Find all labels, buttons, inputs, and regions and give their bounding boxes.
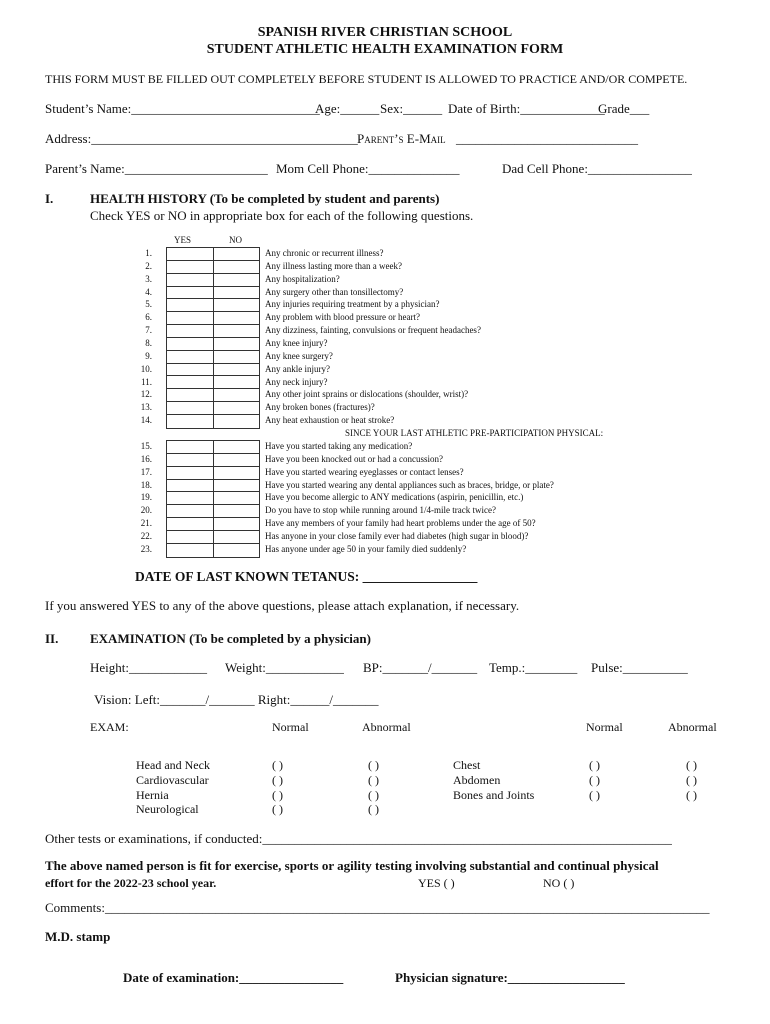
question-text: Any dizziness, fainting, convulsions or frequent headaches? <box>265 325 481 336</box>
blood-pressure-field[interactable]: BP:_______/_______ <box>363 660 478 675</box>
yes-checkbox[interactable] <box>167 518 213 531</box>
temperature-field[interactable]: Temp.:________ <box>489 660 578 675</box>
no-checkbox[interactable] <box>214 338 259 351</box>
exam-item-label: Head and Neck <box>136 758 210 772</box>
no-checkbox-column-b[interactable] <box>213 440 260 558</box>
question-number: 8. <box>145 337 152 348</box>
yes-checkbox[interactable] <box>167 505 213 518</box>
no-checkbox[interactable] <box>214 544 259 557</box>
yes-checkbox[interactable] <box>167 287 213 300</box>
normal-checkbox[interactable]: ( ) <box>272 772 283 787</box>
question-text: Have you started wearing any dental appliances such as braces, bridge, or plate? <box>265 479 554 490</box>
yes-checkbox-column-a[interactable] <box>166 247 214 429</box>
question-number: 22. <box>140 530 152 541</box>
no-checkbox[interactable] <box>214 415 259 428</box>
yes-checkbox[interactable] <box>167 389 213 402</box>
student-name-field[interactable]: Student’s Name:_____________________________ <box>45 101 320 116</box>
fit-no-option[interactable]: NO ( ) <box>543 876 575 890</box>
abnormal-checkbox[interactable]: ( ) <box>686 758 697 772</box>
question-number: 17. <box>140 466 152 477</box>
abnormal-checkbox[interactable]: ( ) <box>686 772 697 787</box>
yes-checkbox[interactable] <box>167 351 213 364</box>
fitness-statement-line2: effort for the 2022-23 school year. <box>45 876 217 890</box>
no-checkbox[interactable] <box>214 505 259 518</box>
question-number: 3. <box>145 273 152 284</box>
question-number: 2. <box>145 260 152 271</box>
no-checkbox[interactable] <box>214 261 259 274</box>
question-number: 15. <box>140 441 152 451</box>
yes-checkbox[interactable] <box>167 415 213 428</box>
yes-checkbox[interactable] <box>167 325 213 338</box>
yes-checkbox[interactable] <box>167 338 213 351</box>
no-checkbox[interactable] <box>214 492 259 505</box>
no-checkbox[interactable] <box>214 364 259 377</box>
fit-yes-option[interactable]: YES ( ) <box>418 876 455 890</box>
yes-checkbox[interactable] <box>167 312 213 325</box>
section-1-instruction: Check YES or NO in appropriate box for each of the following questions. <box>90 208 474 223</box>
no-checkbox[interactable] <box>214 402 259 415</box>
address-field[interactable]: Address:_________________________________________ <box>45 131 358 146</box>
weight-field[interactable]: Weight:____________ <box>225 660 344 675</box>
section-1-numeral: I. <box>45 191 54 206</box>
yes-checkbox[interactable] <box>167 402 213 415</box>
normal-header-left: Normal <box>272 720 309 734</box>
abnormal-header-left: Abnormal <box>362 720 411 734</box>
sex-field[interactable]: Sex:______ <box>380 101 443 116</box>
no-checkbox[interactable] <box>214 389 259 402</box>
question-text: Any neck injury? <box>265 376 328 387</box>
abnormal-header-right: Abnormal <box>668 720 717 734</box>
question-text: Has anyone in your close family ever had diabetes (high sugar in blood)? <box>265 530 529 541</box>
form-title: STUDENT ATHLETIC HEALTH EXAMINATION FORM <box>206 42 564 57</box>
exam-item-label: Abdomen <box>453 772 501 787</box>
question-number: 19. <box>140 492 152 503</box>
question-text: Has anyone under age 50 in your family died suddenly? <box>265 543 467 554</box>
tetanus-date-field[interactable]: DATE OF LAST KNOWN TETANUS: _________________ <box>135 569 478 584</box>
physician-signature-field[interactable]: Physician signature:__________________ <box>395 970 625 985</box>
exam-item-label: Hernia <box>136 787 169 802</box>
abnormal-checkbox[interactable]: ( ) <box>368 802 379 817</box>
parent-email-label: Parent’s E-Mail <box>357 131 446 146</box>
question-text: Do you have to stop while running around 1/4-mile track twice? <box>265 505 496 516</box>
question-number: 11. <box>141 376 152 387</box>
no-checkbox-column-a[interactable] <box>213 247 260 429</box>
question-text: Any chronic or recurrent illness? <box>265 248 384 258</box>
question-text: Any other joint sprains or dislocations (shoulder, wrist)? <box>265 389 469 400</box>
question-text: Have you become allergic to ANY medications (aspirin, penicillin, etc.) <box>265 492 524 503</box>
exam-item-label: Neurological <box>136 802 199 817</box>
section-1-heading: HEALTH HISTORY (To be completed by student and parents) <box>90 191 440 206</box>
exam-label: EXAM: <box>90 720 129 734</box>
abnormal-checkbox[interactable]: ( ) <box>368 772 379 787</box>
yes-checkbox[interactable] <box>167 544 213 557</box>
school-name: SPANISH RIVER CHRISTIAN SCHOOL <box>257 25 513 40</box>
question-text: Any surgery other than tonsillectomy? <box>265 286 404 297</box>
question-text: Have you started wearing eyeglasses or contact lenses? <box>265 466 464 477</box>
no-checkbox[interactable] <box>214 248 259 261</box>
normal-checkbox[interactable]: ( ) <box>272 758 283 772</box>
normal-checkbox[interactable]: ( ) <box>589 772 600 787</box>
question-number: 4. <box>145 286 152 297</box>
yes-checkbox[interactable] <box>167 531 213 544</box>
question-number: 21. <box>140 518 152 529</box>
no-checkbox[interactable] <box>214 454 259 467</box>
question-text: Any ankle injury? <box>265 363 330 374</box>
question-text: Have any members of your family had heart problems under the age of 50? <box>265 518 536 529</box>
question-number: 6. <box>145 312 152 323</box>
other-tests-field[interactable]: Other tests or examinations, if conducted:_______________________________________________________________ <box>45 831 672 846</box>
question-text: Have you been knocked out or had a concussion? <box>265 453 443 464</box>
parent-name-field[interactable]: Parent’s Name:______________________ <box>45 161 268 176</box>
question-text: Any injuries requiring treatment by a physician? <box>265 299 440 310</box>
question-text: Any problem with blood pressure or heart? <box>265 312 420 323</box>
normal-checkbox[interactable]: ( ) <box>589 758 600 772</box>
vision-field[interactable]: Vision: Left:_______/_______ Right:______/_______ <box>94 692 379 707</box>
question-number: 10. <box>140 363 152 374</box>
question-number: 5. <box>145 299 152 310</box>
exam-item-label: Bones and Joints <box>453 787 535 802</box>
md-stamp-label: M.D. stamp <box>45 929 111 944</box>
exam-item-label: Cardiovascular <box>136 772 209 787</box>
mom-cell-field[interactable]: Mom Cell Phone:______________ <box>276 161 460 176</box>
question-number: 16. <box>140 453 152 464</box>
question-text: Any knee surgery? <box>265 350 333 361</box>
no-checkbox[interactable] <box>214 299 259 312</box>
height-field[interactable]: Height:____________ <box>90 660 207 675</box>
no-checkbox[interactable] <box>214 325 259 338</box>
no-checkbox[interactable] <box>214 287 259 300</box>
yes-checkbox[interactable] <box>167 274 213 287</box>
normal-checkbox[interactable]: ( ) <box>272 787 283 802</box>
exam-date-field[interactable]: Date of examination:________________ <box>123 970 344 985</box>
question-text: Any broken bones (fractures)? <box>265 402 375 413</box>
question-text: Have you started taking any medication? <box>265 441 413 451</box>
section-2-numeral: II. <box>45 631 59 646</box>
abnormal-checkbox[interactable]: ( ) <box>368 758 379 772</box>
no-column-header: NO <box>229 235 242 245</box>
question-number: 1. <box>145 248 152 258</box>
yes-column-header: YES <box>174 235 192 245</box>
question-number: 20. <box>140 505 152 516</box>
normal-checkbox[interactable]: ( ) <box>589 787 600 802</box>
section-2-heading: EXAMINATION (To be completed by a physician) <box>90 631 371 646</box>
question-number: 23. <box>140 543 152 554</box>
yes-checkbox[interactable] <box>167 441 213 454</box>
parent-email-field[interactable]: ____________________________ <box>456 131 638 146</box>
no-checkbox[interactable] <box>214 376 259 389</box>
explanation-note: If you answered YES to any of the above questions, please attach explanation, if necessary. <box>45 598 520 613</box>
yes-checkbox[interactable] <box>167 454 213 467</box>
form-notice: THIS FORM MUST BE FILLED OUT COMPLETELY BEFORE STUDENT IS ALLOWED TO PRACTICE AND/OR COMPETE. <box>45 72 688 86</box>
yes-checkbox[interactable] <box>167 492 213 505</box>
no-checkbox[interactable] <box>214 467 259 480</box>
normal-header-right: Normal <box>586 720 623 734</box>
comments-field[interactable]: Comments:_____________________________________________________________________________________________ <box>45 900 710 915</box>
yes-checkbox[interactable] <box>167 299 213 312</box>
no-checkbox[interactable] <box>214 312 259 325</box>
yes-checkbox[interactable] <box>167 376 213 389</box>
fitness-statement-line1: The above named person is fit for exercise, sports or agility testing involving substantial and continual physical <box>45 858 659 873</box>
yes-checkbox[interactable] <box>167 480 213 493</box>
question-number: 9. <box>145 350 152 361</box>
question-number: 7. <box>145 325 152 336</box>
no-checkbox[interactable] <box>214 351 259 364</box>
question-text: Any hospitalization? <box>265 273 340 284</box>
yes-checkbox[interactable] <box>167 364 213 377</box>
no-checkbox[interactable] <box>214 518 259 531</box>
question-number: 12. <box>140 389 152 400</box>
pulse-field[interactable]: Pulse:__________ <box>591 660 688 675</box>
grade-field[interactable]: Grade___ <box>598 101 650 116</box>
no-checkbox[interactable] <box>214 531 259 544</box>
no-checkbox[interactable] <box>214 480 259 493</box>
question-text: Any illness lasting more than a week? <box>265 260 402 271</box>
since-last-physical-label: SINCE YOUR LAST ATHLETIC PRE-PARTICIPATION PHYSICAL: <box>345 428 604 438</box>
question-text: Any knee injury? <box>265 337 328 348</box>
abnormal-checkbox[interactable]: ( ) <box>686 787 697 802</box>
yes-checkbox[interactable] <box>167 261 213 274</box>
age-field[interactable]: Age:______ <box>315 101 380 116</box>
yes-checkbox-column-b[interactable] <box>166 440 214 558</box>
exam-item-label: Chest <box>453 758 481 772</box>
no-checkbox[interactable] <box>214 274 259 287</box>
dob-field[interactable]: Date of Birth:_____________ <box>448 101 605 116</box>
no-checkbox[interactable] <box>214 441 259 454</box>
normal-checkbox[interactable]: ( ) <box>272 802 283 817</box>
question-number: 13. <box>140 402 152 413</box>
yes-checkbox[interactable] <box>167 467 213 480</box>
question-number: 18. <box>140 479 152 490</box>
yes-checkbox[interactable] <box>167 248 213 261</box>
dad-cell-field[interactable]: Dad Cell Phone:________________ <box>502 161 692 176</box>
question-text: Any heat exhaustion or heat stroke? <box>265 415 395 426</box>
question-number: 14. <box>140 415 152 426</box>
abnormal-checkbox[interactable]: ( ) <box>368 787 379 802</box>
